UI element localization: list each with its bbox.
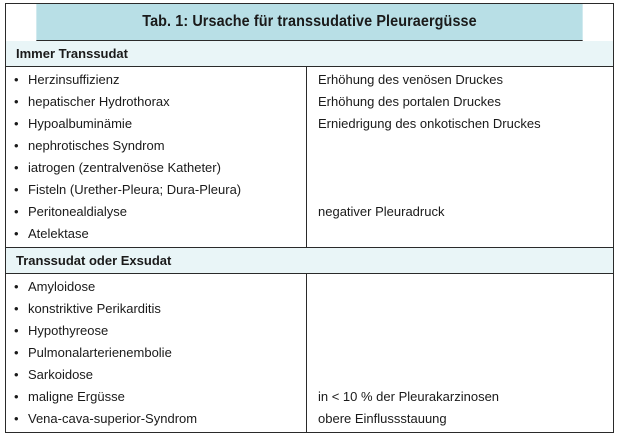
- cause-row: [14, 157, 306, 179]
- cause-text: Vena-cava-superior-Syndrom: [28, 411, 198, 426]
- cause-row: [14, 91, 306, 113]
- mechanism-text: [318, 298, 613, 320]
- cause-text: Hypothyreose: [28, 323, 109, 338]
- cause-text: Fisteln (Urether-Pleura; Dura-Pleura): [28, 182, 242, 197]
- mechanism-text: Erniedrigung des onkotischen Druckes: [318, 116, 541, 131]
- mechanism-text: [318, 135, 613, 157]
- cause-row: [14, 320, 306, 342]
- cause-row: [14, 276, 306, 298]
- bullet-icon: •: [14, 116, 19, 131]
- bullet-icon: •: [14, 94, 19, 109]
- bullet-icon: •: [14, 301, 19, 316]
- mechanism-text: [318, 223, 613, 245]
- table-title: Tab. 1: Ursache für transsudative Pleuraergüsse: [36, 4, 582, 41]
- cause-row: [14, 386, 306, 408]
- cause-row: [14, 113, 306, 135]
- bullet-icon: •: [14, 182, 19, 197]
- bullet-icon: •: [14, 72, 19, 87]
- mechanism-text: [318, 157, 613, 179]
- mechanism-column: [307, 67, 613, 247]
- section-heading-immer-transsudat: Immer Transsudat: [6, 41, 613, 67]
- cause-row: [14, 408, 306, 430]
- bullet-icon: •: [14, 389, 19, 404]
- cause-column: [6, 274, 307, 432]
- mechanism-text: obere Einflussstauung: [318, 411, 447, 426]
- cause-text: iatrogen (zentralvenöse Katheter): [28, 160, 221, 175]
- cause-row: [14, 69, 306, 91]
- section-body-immer-transsudat: [6, 67, 613, 248]
- cause-row: [14, 201, 306, 223]
- mechanism-text: [318, 342, 613, 364]
- mechanism-text: Erhöhung des venösen Druckes: [318, 72, 504, 87]
- cause-row: [14, 223, 306, 245]
- bullet-icon: •: [14, 138, 19, 153]
- cause-text: nephrotisches Syndrom: [28, 138, 165, 153]
- mechanism-text: negativer Pleuradruck: [318, 204, 445, 219]
- cause-row: [14, 135, 306, 157]
- cause-text: Sarkoidose: [28, 367, 94, 382]
- bullet-icon: •: [14, 411, 19, 426]
- cause-text: Atelektase: [28, 226, 89, 241]
- mechanism-text: in < 10 % der Pleurakarzinosen: [318, 389, 500, 404]
- table: [5, 3, 614, 433]
- mechanism-text: [318, 364, 613, 386]
- cause-column: [6, 67, 307, 247]
- section-heading-transsudat-oder-exsudat: Transsudat oder Exsudat: [6, 248, 613, 274]
- cause-text: Herzinsuffizienz: [28, 72, 120, 87]
- cause-row: [14, 179, 306, 201]
- cause-text: Pulmonalarterienembolie: [28, 345, 172, 360]
- cause-text: Hypoalbuminämie: [28, 116, 133, 131]
- mechanism-text: [318, 320, 613, 342]
- cause-text: hepatischer Hydrothorax: [28, 94, 170, 109]
- bullet-icon: •: [14, 345, 19, 360]
- bullet-icon: •: [14, 367, 19, 382]
- mechanism-text: Erhöhung des portalen Druckes: [318, 94, 501, 109]
- cause-text: Peritonealdialyse: [28, 204, 128, 219]
- mechanism-column: [307, 274, 613, 432]
- mechanism-text: [318, 276, 613, 298]
- cause-row: [14, 298, 306, 320]
- mechanism-text: [318, 179, 613, 201]
- cause-row: [14, 342, 306, 364]
- cause-text: Amyloidose: [28, 279, 96, 294]
- bullet-icon: •: [14, 204, 19, 219]
- bullet-icon: •: [14, 279, 19, 294]
- bullet-icon: •: [14, 160, 19, 175]
- bullet-icon: •: [14, 323, 19, 338]
- cause-row: [14, 364, 306, 386]
- cause-text: konstriktive Perikarditis: [28, 301, 161, 316]
- bullet-icon: •: [14, 226, 19, 241]
- cause-text: maligne Ergüsse: [28, 389, 125, 404]
- section-body-transsudat-oder-exsudat: [6, 274, 613, 432]
